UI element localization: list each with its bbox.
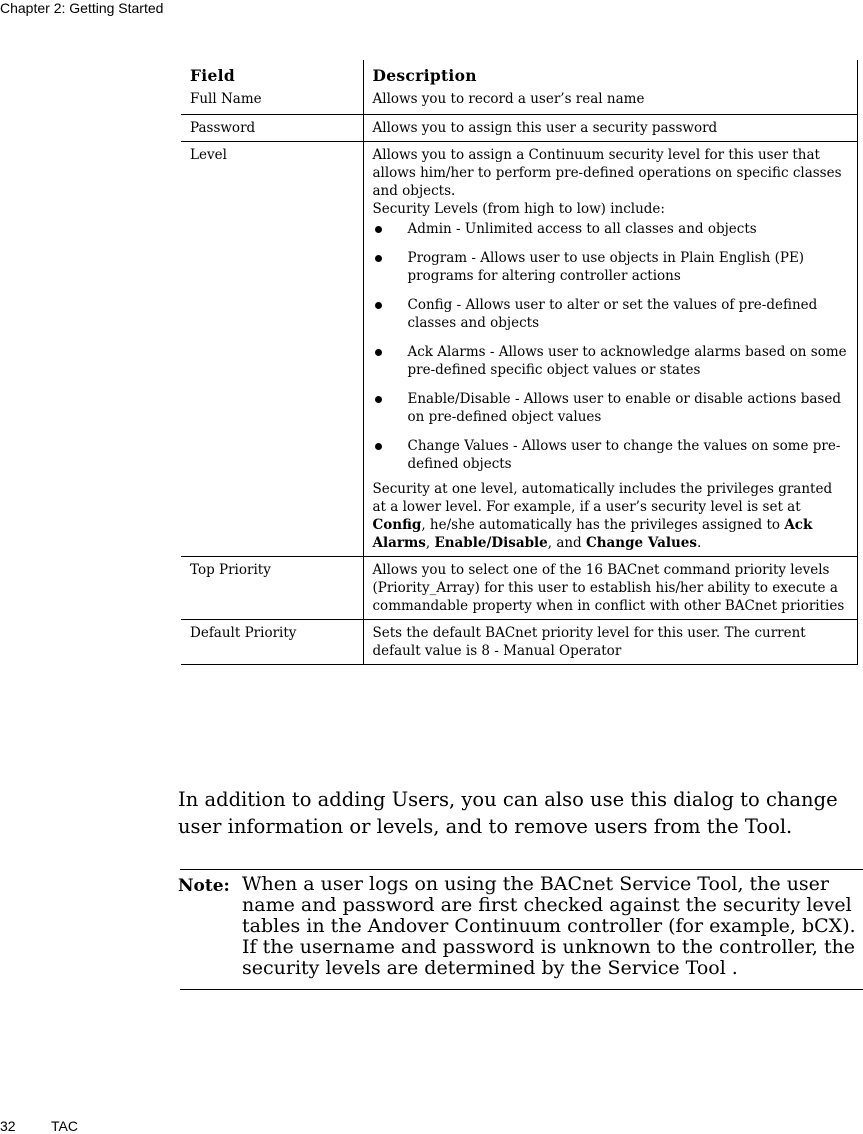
list-item-text: Ack Alarms - Allows user to acknowledge alarms based on some pre-defined specific object values or states	[407, 344, 847, 378]
table-row-top-priority	[181, 557, 858, 620]
note-text: When a user logs on using the BACnet Service Tool, the user name and password are first checked against the security level tables in the Andover Continuum controller (for example, bCX). If the username and password is unknown to the controller, the security levels are determined by the Service Tool .	[242, 873, 856, 979]
note-block	[178, 874, 863, 979]
page-footer	[0, 1118, 78, 1134]
list-item-text: Admin - Unlimited access to all classes and objects	[407, 221, 757, 237]
note-bottom-rule	[180, 989, 863, 990]
privileges-note	[373, 480, 850, 552]
field-description: Allows you to select one of the 16 BACnet command priority levels (Priority_Array) for this user to establish his/her ability to execute a commandable property when in conflict with other BACnet priorities	[363, 557, 858, 620]
level-description: Allows you to assign a Continuum security level for this user that allows him/her to perform pre-defined operations on specific classes and objects.	[372, 147, 842, 199]
list-item	[373, 390, 850, 426]
table-row-password	[181, 115, 858, 142]
privileges-text: Security at one level, automatically includes the privileges granted at a lower level. For example, if a user’s security level is set at	[372, 481, 833, 515]
bullet-icon	[375, 349, 382, 356]
list-item-text: Enable/Disable - Allows user to enable or disable actions based on pre-defined object values	[407, 391, 841, 425]
table-row-full-name	[181, 87, 858, 115]
list-item	[373, 249, 850, 285]
security-levels-list	[373, 220, 850, 473]
field-description: Sets the default BACnet priority level for this user. The current default value is 8 - Manual Operator	[363, 620, 858, 665]
list-item	[373, 296, 850, 332]
levels-intro: Security Levels (from high to low) include:	[372, 201, 665, 217]
running-header: Chapter 2: Getting Started	[0, 0, 164, 16]
level-name-config: Config	[372, 517, 422, 533]
publisher-name: TAC	[51, 1118, 78, 1134]
field-name: Level	[181, 142, 363, 557]
table-header-row	[181, 61, 858, 88]
field-name: Password	[181, 115, 363, 142]
bullet-icon	[375, 443, 382, 450]
note-label: Note:	[178, 876, 230, 896]
list-item-text: Change Values - Allows user to change the values on some pre-defined objects	[407, 438, 841, 472]
level-name-ack-alarms: Ack Alarms	[372, 517, 813, 551]
privileges-text: , and	[547, 535, 586, 551]
table-row-level	[181, 142, 858, 557]
list-item	[373, 220, 850, 238]
privileges-text: ,	[425, 535, 435, 551]
privileges-text: , he/she automatically has the privileges assigned to	[421, 517, 785, 533]
field-description-level	[363, 142, 858, 557]
privileges-text: .	[696, 535, 702, 551]
level-name-enable-disable: Enable/Disable	[434, 535, 548, 551]
list-item	[373, 343, 850, 379]
list-item	[373, 437, 850, 473]
list-item-text: Config - Allows user to alter or set the values of pre-defined classes and objects	[407, 297, 818, 331]
list-item-text: Program - Allows user to use objects in Plain English (PE) programs for altering controller actions	[407, 250, 805, 284]
body-paragraph: In addition to adding Users, you can also use this dialog to change user information or levels, and to remove users from the Tool.	[178, 788, 838, 838]
bullet-icon	[375, 302, 382, 309]
bullet-icon	[375, 226, 382, 233]
bullet-icon	[375, 396, 382, 403]
field-name: Default Priority	[181, 620, 363, 665]
user-fields-table	[181, 60, 858, 665]
column-header-description: Description	[363, 61, 858, 88]
table-row-default-priority	[181, 620, 858, 665]
column-header-field: Field	[181, 61, 363, 88]
page-number: 32	[0, 1118, 16, 1134]
field-name: Full Name	[181, 87, 363, 115]
field-description: Allows you to record a user’s real name	[363, 87, 858, 115]
bullet-icon	[375, 255, 382, 262]
field-name: Top Priority	[181, 557, 363, 620]
level-name-change-values: Change Values	[586, 535, 697, 551]
note-top-rule	[180, 869, 863, 870]
field-description: Allows you to assign this user a security password	[363, 115, 858, 142]
